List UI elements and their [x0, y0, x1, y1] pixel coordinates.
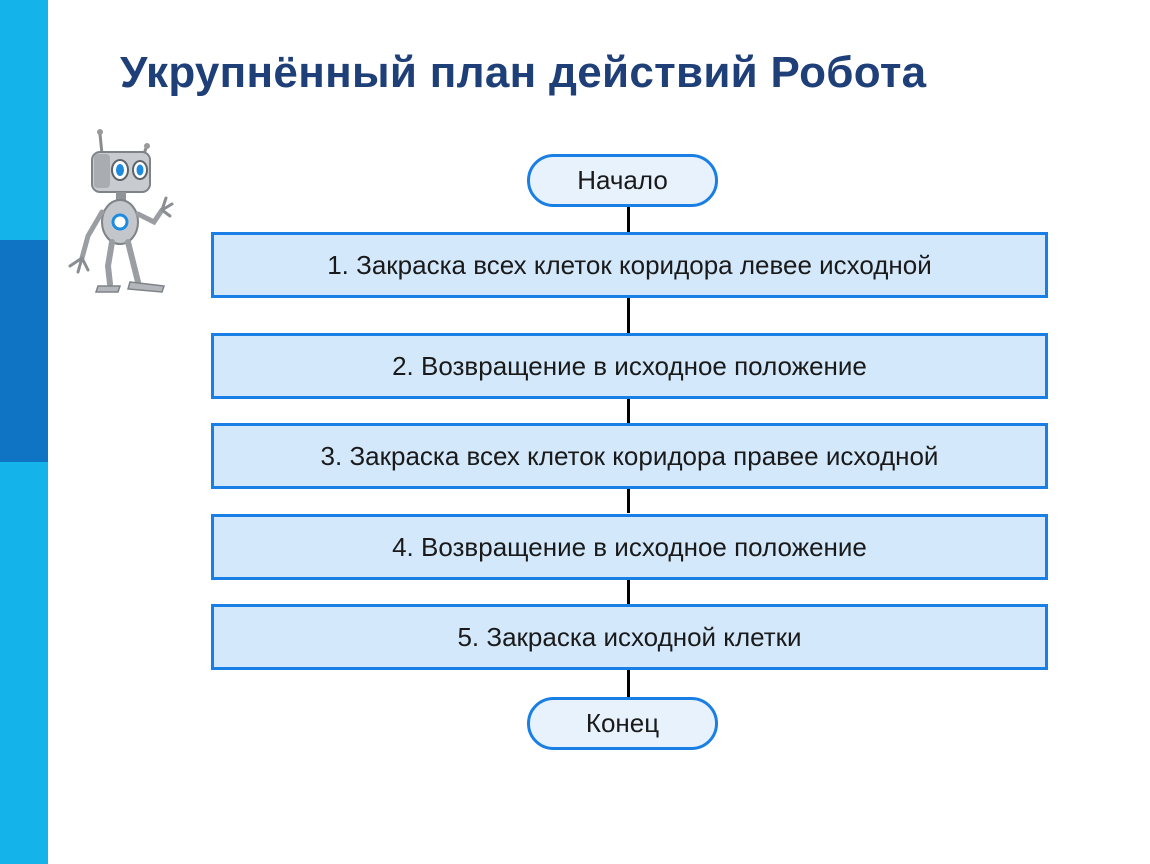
step-box-4: 4. Возвращение в исходное положение: [211, 514, 1048, 580]
step-box-5: 5. Закраска исходной клетки: [211, 604, 1048, 670]
connector-line: [627, 579, 630, 604]
end-terminal: Конец: [527, 697, 718, 750]
robot-icon: [58, 126, 178, 294]
step-box-2: 2. Возвращение в исходное положение: [211, 333, 1048, 399]
side-accent-bar-dark-segment: [0, 240, 48, 462]
step-box-1: 1. Закраска всех клеток коридора левее исходной: [211, 232, 1048, 298]
step-box-3: 3. Закраска всех клеток коридора правее исходной: [211, 423, 1048, 489]
connector-line: [627, 669, 630, 697]
connector-line: [627, 398, 630, 423]
connector-line: [627, 298, 630, 333]
slide-title: Укрупнённый план действий Робота: [120, 48, 927, 97]
start-terminal: Начало: [527, 154, 718, 207]
connector-line: [627, 488, 630, 513]
connector-line: [627, 207, 630, 232]
